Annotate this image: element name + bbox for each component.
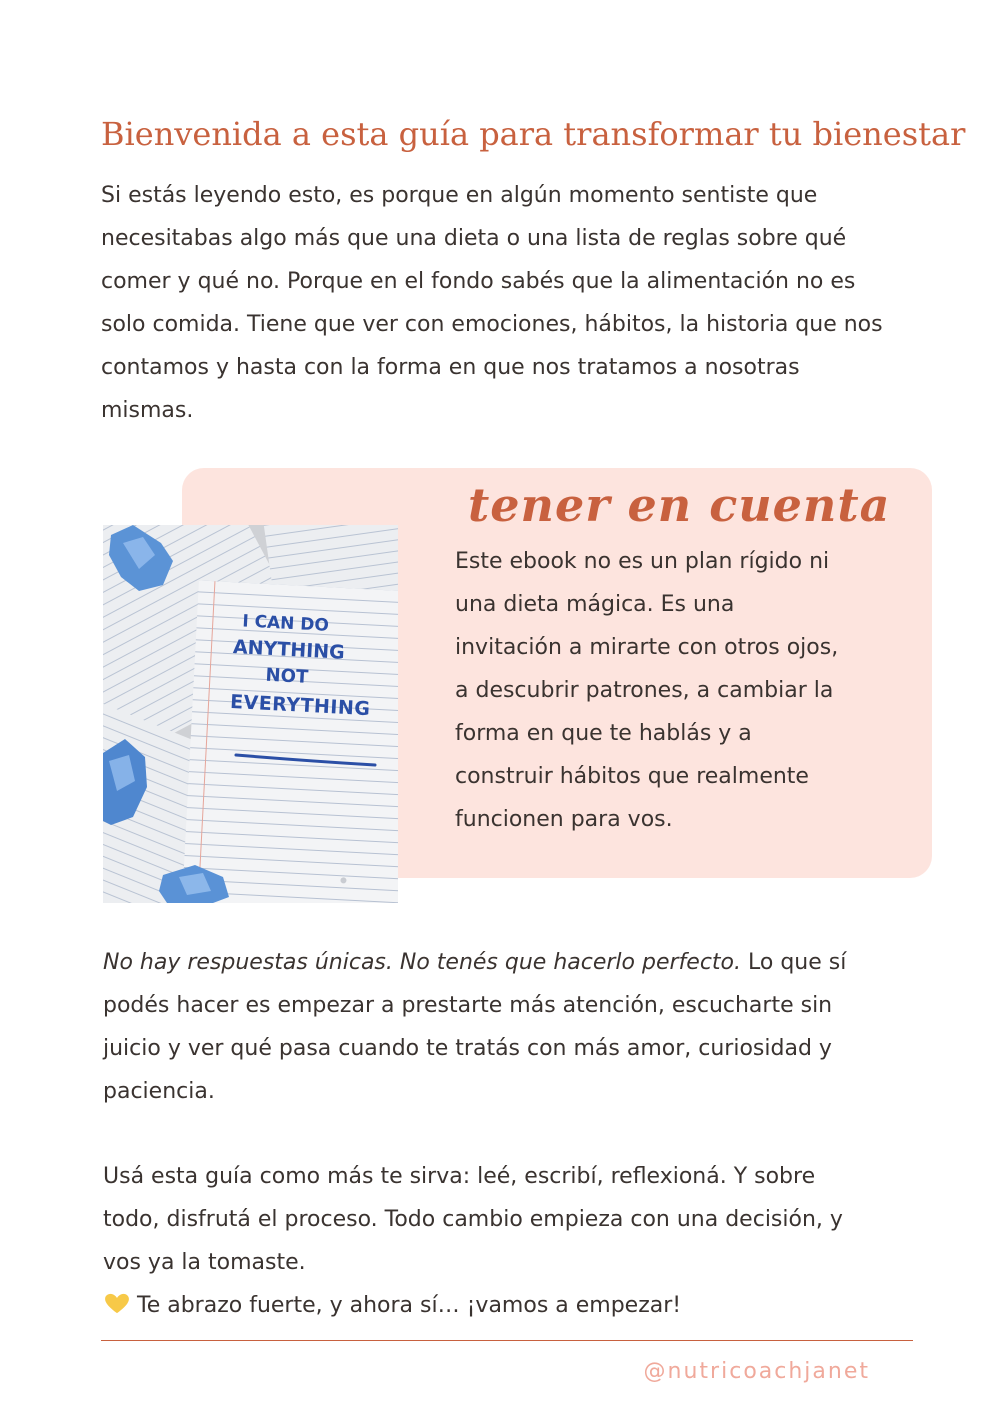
signoff-line xyxy=(103,1284,943,1327)
callout-line: a descubrir patrones, a cambiar la xyxy=(455,678,834,703)
intro-line: comer y qué no. Porque en el fondo sabés que la alimentación no es xyxy=(101,269,856,294)
closing-paragraph xyxy=(103,1155,943,1327)
signoff-text: Te abrazo fuerte, y ahora sí… ¡vamos a empezar! xyxy=(137,1293,682,1318)
photo-caption-line: ANYTHING xyxy=(232,635,346,664)
body-line: juicio y ver qué pasa cuando te tratás con más amor, curiosidad y xyxy=(103,1036,832,1061)
callout-line: funcionen para vos. xyxy=(455,807,673,832)
closing-line: todo, disfrutá el proceso. Todo cambio empieza con una decisión, y xyxy=(103,1207,843,1232)
body-line-rest: Lo que sí xyxy=(741,950,847,975)
callout-line: invitación a mirarte con otros ojos, xyxy=(455,635,839,660)
photo-caption-line: EVERYTHING xyxy=(229,690,371,721)
yellow-heart-icon xyxy=(103,1293,131,1315)
social-handle: @nutricoachjanet xyxy=(643,1359,870,1384)
intro-line: solo comida. Tiene que ver con emociones, hábitos, la historia que nos xyxy=(101,312,883,337)
callout-title: tener en cuenta xyxy=(468,478,891,532)
body-line: podés hacer es empezar a prestarte más atención, escucharte sin xyxy=(103,993,833,1018)
body-line xyxy=(103,941,943,984)
body-italic-text: No hay respuestas únicas. No tenés que hacerlo perfecto. xyxy=(103,950,741,975)
intro-line: mismas. xyxy=(101,398,194,423)
photo-handwritten-caption xyxy=(229,609,398,726)
photo-caption-line: I CAN DO xyxy=(241,611,330,636)
callout-line: construir hábitos que realmente xyxy=(455,764,809,789)
closing-line: vos ya la tomaste. xyxy=(103,1250,306,1275)
closing-line: Usá esta guía como más te sirva: leé, escribí, reflexioná. Y sobre xyxy=(103,1164,816,1189)
page-title: Bienvenida a esta guía para transformar tu bienestar xyxy=(101,115,966,153)
intro-line: necesitabas algo más que una dieta o una lista de reglas sobre qué xyxy=(101,226,847,251)
callout-text xyxy=(455,540,905,841)
callout-line: Este ebook no es un plan rígido ni xyxy=(455,549,830,574)
callout-line: una dieta mágica. Es una xyxy=(455,592,735,617)
footer-divider xyxy=(101,1340,913,1341)
body-line: paciencia. xyxy=(103,1079,215,1104)
intro-line: Si estás leyendo esto, es porque en algún momento sentiste que xyxy=(101,183,818,208)
intro-paragraph xyxy=(101,174,941,432)
body-paragraph xyxy=(103,941,943,1113)
callout-line: forma en que te hablás y a xyxy=(455,721,752,746)
intro-line: contamos y hasta con la forma en que nos tratamos a nosotras xyxy=(101,355,800,380)
photo-caption-line: NOT xyxy=(265,664,309,688)
notebook-photo xyxy=(103,525,398,903)
